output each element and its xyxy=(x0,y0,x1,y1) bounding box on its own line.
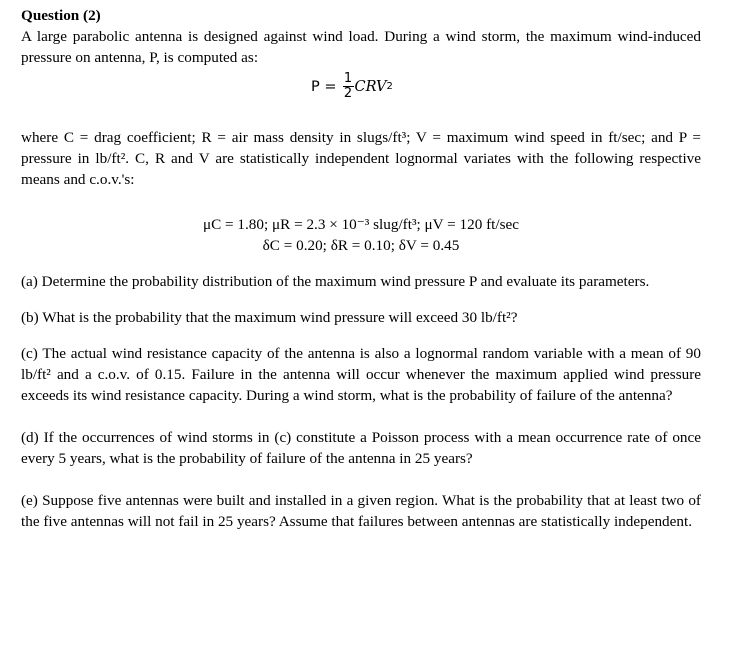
fraction-numerator: 1 xyxy=(343,71,353,86)
parameter-means: μC = 1.80; μR = 2.3 × 10⁻³ slug/ft³; μV = 120 ft/sec xyxy=(202,216,519,233)
part-a: (a) Determine the probability distribution of the maximum wind pressure P and evaluate its parameters. xyxy=(21,273,650,290)
formula-exponent: 2 xyxy=(386,81,393,92)
parameter-cov: δC = 0.20; δR = 0.10; δV = 0.45 xyxy=(262,237,460,254)
part-c: (c) The actual wind resistance capacity of the antenna is also a lognormal random variable with a mean of 90 lb/ft² and a c.o.v. of 0.15. Failure in the antenna will occur whenever the maximum applied wind pressure exceeds its wind resistance capacity. During a wind storm, what is the probability of failure of the antenna? xyxy=(21,345,701,404)
document xyxy=(21,6,701,532)
pressure-formula xyxy=(21,68,701,116)
fraction-denominator: 2 xyxy=(343,86,353,101)
formula-rhs: CRV xyxy=(354,78,387,95)
formula-lhs: P = xyxy=(311,78,337,95)
question-title: Question (2) xyxy=(21,7,101,24)
part-e: (e) Suppose five antennas were built and installed in a given region. What is the probability that at least two of the five antennas will not fail in 25 years? Assume that failures between antennas are statistically independent. xyxy=(21,492,701,530)
part-b: (b) What is the probability that the maximum wind pressure will exceed 30 lb/ft²? xyxy=(21,309,518,326)
intro-paragraph: A large parabolic antenna is designed against wind load. During a wind storm, the maximum wind-induced pressure on antenna, P, is computed as: xyxy=(21,28,701,66)
part-d: (d) If the occurrences of wind storms in (c) constitute a Poisson process with a mean occurrence rate of once every 5 years, what is the probability of failure of the antenna in 25 years? xyxy=(21,429,701,467)
formula-fraction xyxy=(343,72,354,101)
definitions-paragraph: where C = drag coefficient; R = air mass density in slugs/ft³; V = maximum wind speed in ft/sec; and P = pressure in lb/ft². C, R and V are statistically independent lognormal variates with the following respective means and c.o.v.'s: xyxy=(21,129,701,188)
